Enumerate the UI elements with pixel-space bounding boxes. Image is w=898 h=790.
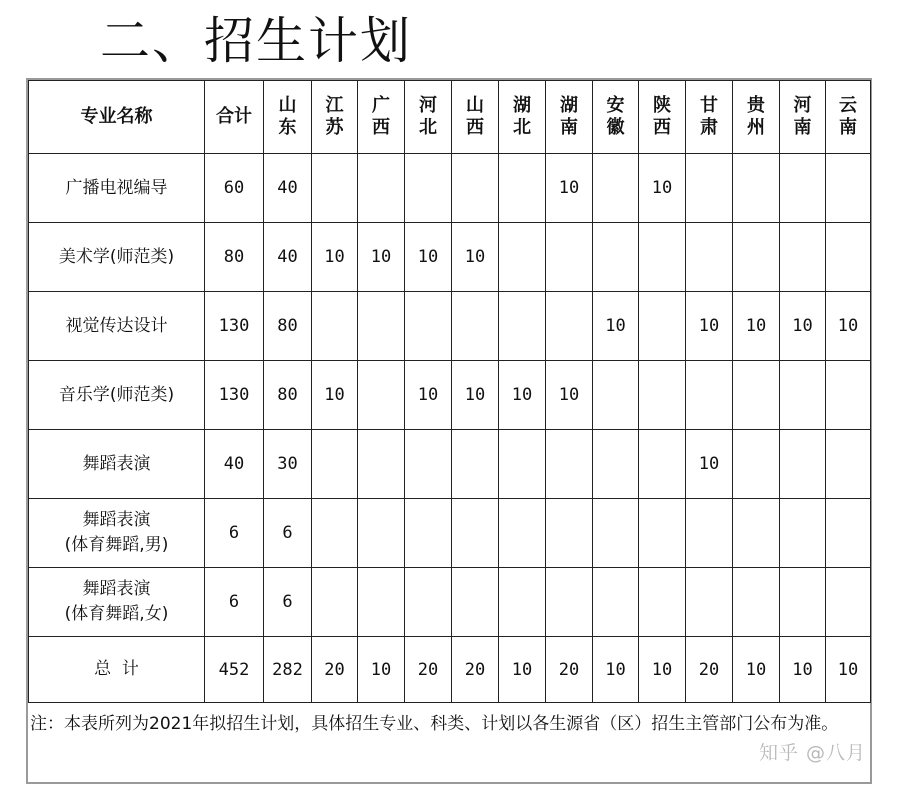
quota-cell	[499, 499, 546, 568]
header-province: 贵州	[733, 81, 780, 154]
major-name-cell	[29, 292, 205, 361]
quota-cell	[780, 568, 826, 637]
header-province: 湖南	[546, 81, 593, 154]
table-total-row	[29, 637, 871, 703]
quota-cell	[358, 292, 405, 361]
province-total-cell: 10	[499, 637, 546, 703]
quota-cell	[312, 568, 358, 637]
quota-cell	[639, 568, 686, 637]
quota-cell	[780, 430, 826, 499]
quota-cell	[639, 361, 686, 430]
major-name-cell	[29, 430, 205, 499]
quota-cell	[780, 361, 826, 430]
quota-cell: 80	[264, 292, 312, 361]
quota-cell	[826, 223, 871, 292]
quota-cell	[826, 361, 871, 430]
row-total-cell: 60	[205, 154, 264, 223]
row-total-cell: 130	[205, 292, 264, 361]
quota-cell	[593, 430, 639, 499]
quota-cell	[686, 361, 733, 430]
quota-cell	[405, 499, 452, 568]
quota-cell: 10	[312, 223, 358, 292]
province-total-cell: 20	[546, 637, 593, 703]
major-name: 舞蹈表演	[82, 510, 151, 530]
enrollment-plan-table	[28, 80, 871, 703]
quota-cell: 10	[452, 223, 499, 292]
table-row	[29, 568, 871, 637]
major-name-cell	[29, 568, 205, 637]
total-label: 总 计	[29, 637, 205, 703]
table-note: 注：本表所列为2021年拟招生计划，具体招生专业、科类、计划以各生源省（区）招生主管部门公布为准。	[30, 714, 839, 734]
quota-cell: 10	[405, 223, 452, 292]
quota-cell	[639, 430, 686, 499]
quota-cell	[312, 154, 358, 223]
major-subname: (体育舞蹈,女)	[64, 604, 169, 624]
quota-cell	[312, 292, 358, 361]
quota-cell	[686, 568, 733, 637]
quota-cell: 6	[264, 568, 312, 637]
row-total-cell: 130	[205, 361, 264, 430]
quota-cell	[733, 154, 780, 223]
quota-cell	[686, 154, 733, 223]
page-title: 二、招生计划	[100, 12, 412, 70]
header-province: 河南	[780, 81, 826, 154]
major-name-cell	[29, 499, 205, 568]
header-province: 河北	[405, 81, 452, 154]
quota-cell	[593, 499, 639, 568]
quota-cell: 10	[499, 361, 546, 430]
quota-cell	[639, 223, 686, 292]
quota-cell: 10	[593, 292, 639, 361]
quota-cell	[499, 430, 546, 499]
quota-cell	[826, 568, 871, 637]
row-total-cell: 6	[205, 568, 264, 637]
major-name-cell	[29, 361, 205, 430]
province-total-cell: 10	[733, 637, 780, 703]
quota-cell	[639, 499, 686, 568]
quota-cell	[780, 223, 826, 292]
quota-cell	[405, 430, 452, 499]
major-name: 视觉传达设计	[65, 315, 168, 336]
table-header-row	[29, 81, 871, 154]
header-province: 湖北	[499, 81, 546, 154]
quota-cell: 10	[546, 154, 593, 223]
quota-cell	[546, 292, 593, 361]
quota-cell	[733, 430, 780, 499]
major-name: 音乐学(师范类)	[58, 384, 175, 405]
quota-cell	[780, 154, 826, 223]
row-total-cell: 80	[205, 223, 264, 292]
province-total-cell: 10	[593, 637, 639, 703]
header-total: 合计	[205, 81, 264, 154]
quota-cell	[546, 430, 593, 499]
row-total-cell: 40	[205, 430, 264, 499]
province-total-cell: 10	[826, 637, 871, 703]
province-total-cell: 10	[358, 637, 405, 703]
quota-cell	[733, 568, 780, 637]
quota-cell	[593, 223, 639, 292]
quota-cell	[826, 430, 871, 499]
province-total-cell: 10	[639, 637, 686, 703]
major-name-cell	[29, 223, 205, 292]
province-total-cell: 20	[452, 637, 499, 703]
header-province: 陕西	[639, 81, 686, 154]
table-row	[29, 430, 871, 499]
province-total-cell: 10	[780, 637, 826, 703]
header-province: 甘肃	[686, 81, 733, 154]
quota-cell: 10	[358, 223, 405, 292]
quota-cell: 30	[264, 430, 312, 499]
quota-cell	[358, 499, 405, 568]
row-total-cell: 6	[205, 499, 264, 568]
quota-cell	[312, 430, 358, 499]
quota-cell: 40	[264, 154, 312, 223]
major-name-cell	[29, 154, 205, 223]
major-subname: (体育舞蹈,男)	[64, 535, 169, 555]
quota-cell	[405, 568, 452, 637]
quota-cell	[452, 430, 499, 499]
header-province: 广西	[358, 81, 405, 154]
quota-cell: 10	[639, 154, 686, 223]
major-name: 舞蹈表演	[82, 579, 151, 599]
quota-cell	[546, 499, 593, 568]
quota-cell	[733, 361, 780, 430]
province-total-cell: 282	[264, 637, 312, 703]
major-name: 广播电视编导	[65, 177, 168, 198]
quota-cell	[546, 223, 593, 292]
quota-cell	[593, 154, 639, 223]
quota-cell	[546, 568, 593, 637]
quota-cell	[358, 430, 405, 499]
quota-cell	[826, 499, 871, 568]
quota-cell	[826, 154, 871, 223]
province-total-cell: 20	[405, 637, 452, 703]
grand-total-cell: 452	[205, 637, 264, 703]
header-province: 山西	[452, 81, 499, 154]
province-total-cell: 20	[312, 637, 358, 703]
quota-cell	[499, 292, 546, 361]
quota-cell	[499, 568, 546, 637]
header-major-name: 专业名称	[29, 81, 205, 154]
quota-cell: 10	[686, 292, 733, 361]
header-province: 江苏	[312, 81, 358, 154]
table-row	[29, 499, 871, 568]
table-row	[29, 223, 871, 292]
quota-cell: 80	[264, 361, 312, 430]
quota-cell	[686, 499, 733, 568]
header-province: 山东	[264, 81, 312, 154]
quota-cell: 10	[546, 361, 593, 430]
quota-cell	[733, 223, 780, 292]
quota-cell: 10	[686, 430, 733, 499]
quota-cell	[312, 499, 358, 568]
watermark: 知乎 @八月	[758, 742, 866, 764]
header-province: 安徽	[593, 81, 639, 154]
quota-cell	[405, 154, 452, 223]
quota-cell	[639, 292, 686, 361]
quota-cell	[358, 361, 405, 430]
quota-cell: 10	[452, 361, 499, 430]
quota-cell: 6	[264, 499, 312, 568]
header-province: 云南	[826, 81, 871, 154]
quota-cell: 10	[826, 292, 871, 361]
quota-cell	[452, 154, 499, 223]
quota-cell	[499, 223, 546, 292]
quota-cell	[452, 292, 499, 361]
table-row	[29, 292, 871, 361]
quota-cell: 10	[733, 292, 780, 361]
quota-cell: 10	[780, 292, 826, 361]
major-name: 美术学(师范类)	[58, 246, 175, 267]
major-name: 舞蹈表演	[82, 453, 151, 474]
quota-cell	[358, 568, 405, 637]
quota-cell	[733, 499, 780, 568]
quota-cell: 40	[264, 223, 312, 292]
province-total-cell: 20	[686, 637, 733, 703]
quota-cell	[452, 499, 499, 568]
quota-cell: 10	[312, 361, 358, 430]
quota-cell	[499, 154, 546, 223]
quota-cell	[358, 154, 405, 223]
quota-cell	[452, 568, 499, 637]
quota-cell	[405, 292, 452, 361]
quota-cell	[780, 499, 826, 568]
table-row	[29, 154, 871, 223]
table-row	[29, 361, 871, 430]
quota-cell	[686, 223, 733, 292]
quota-cell	[593, 361, 639, 430]
quota-cell	[593, 568, 639, 637]
quota-cell: 10	[405, 361, 452, 430]
